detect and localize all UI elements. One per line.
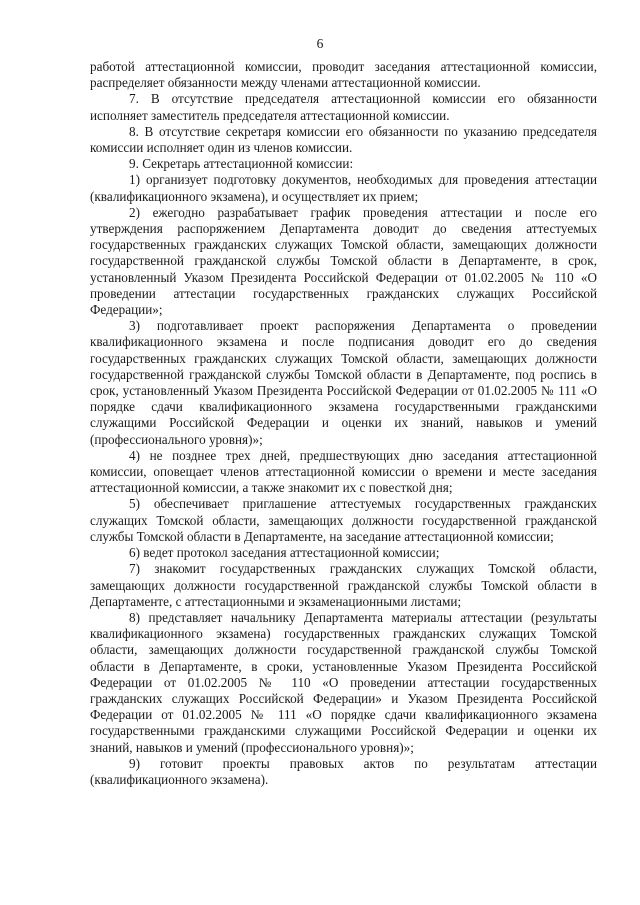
paragraph-continuation: работой аттестационной комиссии, проводит заседания аттестационной комиссии, распределяет обязанности между членами аттестационной комиссии. [90,59,597,91]
subitem-7: 7) знакомит государственных гражданских служащих Томской области, замещающих должности государственной гражданской службы Томской области в Департаменте, с аттестационными и экзаменационными листами; [90,561,597,609]
subitem-1: 1) организует подготовку документов, необходимых для проведения аттестации (квалификационного экзамена), и осуществляет их прием; [90,172,597,204]
paragraph-item-7: 7. В отсутствие председателя аттестационной комиссии его обязанности исполняет заместитель председателя аттестационной комиссии. [90,91,597,123]
document-body [90,59,597,788]
paragraph-item-9-heading: 9. Секретарь аттестационной комиссии: [129,156,354,172]
subitem-5: 5) обеспечивает приглашение аттестуемых государственных гражданских служащих Томской области, замещающих должности государственной гражданской службы Томской области в Департаменте, на заседание аттестационной комиссии; [90,496,597,544]
subitem-2: 2) ежегодно разрабатывает график проведения аттестации и после его утверждения распоряжением Департамента доводит до сведения аттестуемых государственных гражданских служащих Томской области, замещающих должности государственной гражданской службы Томской области в Департаменте, в срок, установленный Указом Президента Российской Федерации от 01.02.2005 № 110 «О проведении аттестации государственных гражданских служащих Российской Федерации»; [90,204,597,318]
subitem-8: 8) представляет начальнику Департамента материалы аттестации (результаты квалификационного экзамена) государственных гражданских служащих Томской области, замещающих должности государственной гражданской службы Томской области в Департаменте, в сроки, установленные Указом Президента Российской Федерации от 01.02.2005 № 110 «О проведении аттестации государственных гражданских служащих Российской Федерации» и Указом Президента Российской Федерации от 01.02.2005 № 111 «О порядке сдачи квалификационного экзамена государственными гражданскими служащими Российской Федерации и оценки их знаний, навыков и умений (профессионального уровня)»; [90,609,597,755]
subitem-6: 6) ведет протокол заседания аттестационной комиссии; [129,545,440,561]
subitem-3: 3) подготавливает проект распоряжения Департамента о проведении квалификационного экзамена и после подписания доводит его до сведения государственных гражданских служащих Томской области, замещающих должности государственной гражданской службы Томской области в Департаменте, под роспись в срок, установленный Указом Президента Российской Федерации от 01.02.2005 № 111 «О порядке сдачи квалификационного экзамена государственными гражданскими служащими Российской Федерации и оценки их знаний, навыков и умений (профессионального уровня)»; [90,318,597,447]
paragraph-item-8: 8. В отсутствие секретаря комиссии его обязанности по указанию председателя комиссии исполняет один из членов комиссии. [90,123,597,156]
page-number: 6 [316,36,324,51]
subitem-9: 9) готовит проекты правовых актов по результатам аттестации (квалификационного экзамена). [90,755,597,787]
subitem-4: 4) не позднее трех дней, предшествующих дню заседания аттестационной комиссии, оповещает членов аттестационной комиссии о времени и месте заседания аттестационной комиссии, а также знакомит их с повесткой дня; [90,447,597,496]
